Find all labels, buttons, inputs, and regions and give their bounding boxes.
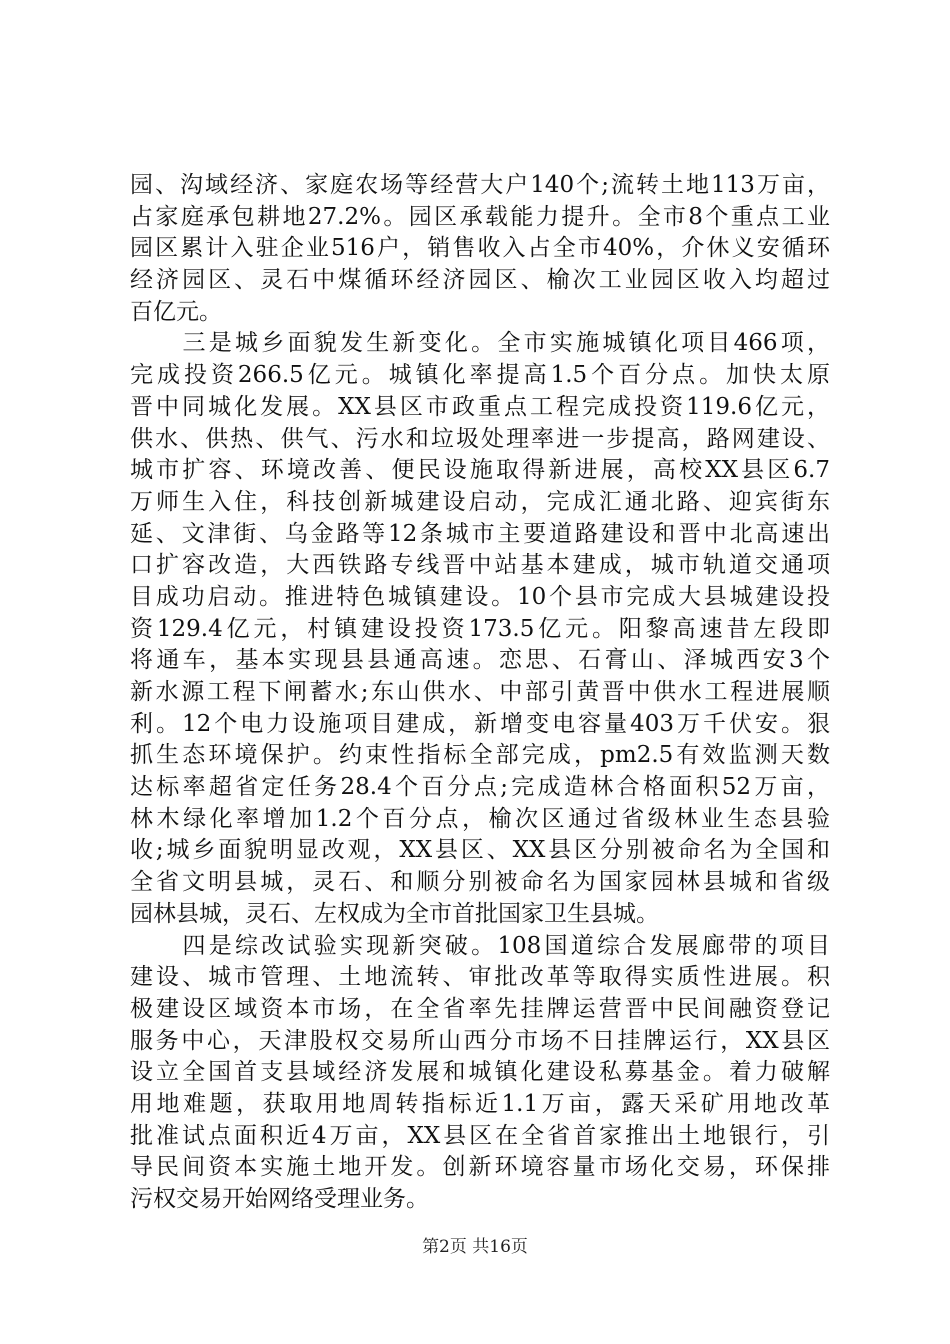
text-line: 达标率超省定任务28.4个百分点;完成造林合格面积52万亩， xyxy=(130,774,830,801)
text-line: 抓生态环境保护。约束性指标全部完成，pm2.5有效监测天数 xyxy=(130,742,830,769)
text-line: 完成投资266.5亿元。城镇化率提高1.5个百分点。加快太原 xyxy=(130,362,830,389)
text-line: 三是城乡面貌发生新变化。全市实施城镇化项目466项， xyxy=(130,330,830,357)
text-line: 设立全国首支县域经济发展和城镇化建设私募基金。着力破解 xyxy=(130,1059,830,1086)
text-line: 四是综改试验实现新突破。108国道综合发展廊带的项目 xyxy=(130,932,830,959)
page-footer: 第2页 共16页 xyxy=(422,1237,528,1257)
text-line: 目成功启动。推进特色城镇建设。10个县市完成大县城建设投 xyxy=(130,583,830,610)
text-line: 晋中同城化发展。XX县区市政重点工程完成投资119.6亿元， xyxy=(130,393,830,420)
text-line: 导民间资本实施土地开发。创新环境容量市场化交易，环保排 xyxy=(130,1154,830,1181)
text-line: 利。12个电力设施项目建成，新增变电容量403万千伏安。狠 xyxy=(130,710,830,737)
text-line: 新水源工程下闸蓄水;东山供水、中部引黄晋中供水工程进展顺 xyxy=(130,679,830,705)
text-line: 延、文津街、乌金路等12条城市主要道路建设和晋中北高速出 xyxy=(130,520,830,547)
text-line: 园区累计入驻企业516户，销售收入占全市40%，介休义安循环 xyxy=(130,235,830,262)
text-line: 口扩容改造，大西铁路专线晋中站基本建成，城市轨道交通项 xyxy=(130,552,830,579)
body-text xyxy=(130,170,830,1216)
text-line: 污权交易开始网络受理业务。 xyxy=(130,1186,429,1212)
text-line: 用地难题，获取用地周转指标近1.1万亩，露天采矿用地改革 xyxy=(130,1090,830,1117)
text-line: 园、沟域经济、家庭农场等经营大户140个;流转土地113万亩， xyxy=(130,172,830,198)
text-line: 全省文明县城，灵石、和顺分别被命名为国家园林县城和省级 xyxy=(130,869,830,896)
text-line: 批准试点面积近4万亩，XX县区在全省首家推出土地银行，引 xyxy=(130,1122,830,1149)
text-line: 万师生入住，科技创新城建设启动，完成汇通北路、迎宾街东 xyxy=(130,488,830,515)
text-line: 供水、供热、供气、污水和垃圾处理率进一步提高，路网建设、 xyxy=(130,425,830,452)
text-line: 极建设区域资本市场，在全省率先挂牌运营晋中民间融资登记 xyxy=(130,995,830,1022)
text-line: 将通车，基本实现县县通高速。恋思、石膏山、泽城西安3个 xyxy=(130,647,830,674)
text-line: 百亿元。 xyxy=(130,298,222,325)
text-line: 服务中心，天津股权交易所山西分市场不日挂牌运行，XX县区 xyxy=(130,1027,830,1054)
text-line: 园林县城，灵石、左权成为全市首批国家卫生县城。 xyxy=(130,900,659,927)
text-line: 收;城乡面貌明显改观，XX县区、XX县区分别被命名为全国和 xyxy=(130,837,830,864)
text-line: 资129.4亿元，村镇建设投资173.5亿元。阳黎高速昔左段即 xyxy=(130,615,830,642)
text-line: 建设、城市管理、土地流转、审批改革等取得实质性进展。积 xyxy=(130,964,830,991)
text-line: 城市扩容、环境改善、便民设施取得新进展，高校XX县区6.7 xyxy=(130,457,830,484)
text-line: 林木绿化率增加1.2个百分点，榆次区通过省级林业生态县验 xyxy=(130,805,830,832)
text-line: 占家庭承包耕地27.2%。园区承载能力提升。全市8个重点工业 xyxy=(130,203,830,230)
text-line: 经济园区、灵石中煤循环经济园区、榆次工业园区收入均超过 xyxy=(130,267,830,294)
